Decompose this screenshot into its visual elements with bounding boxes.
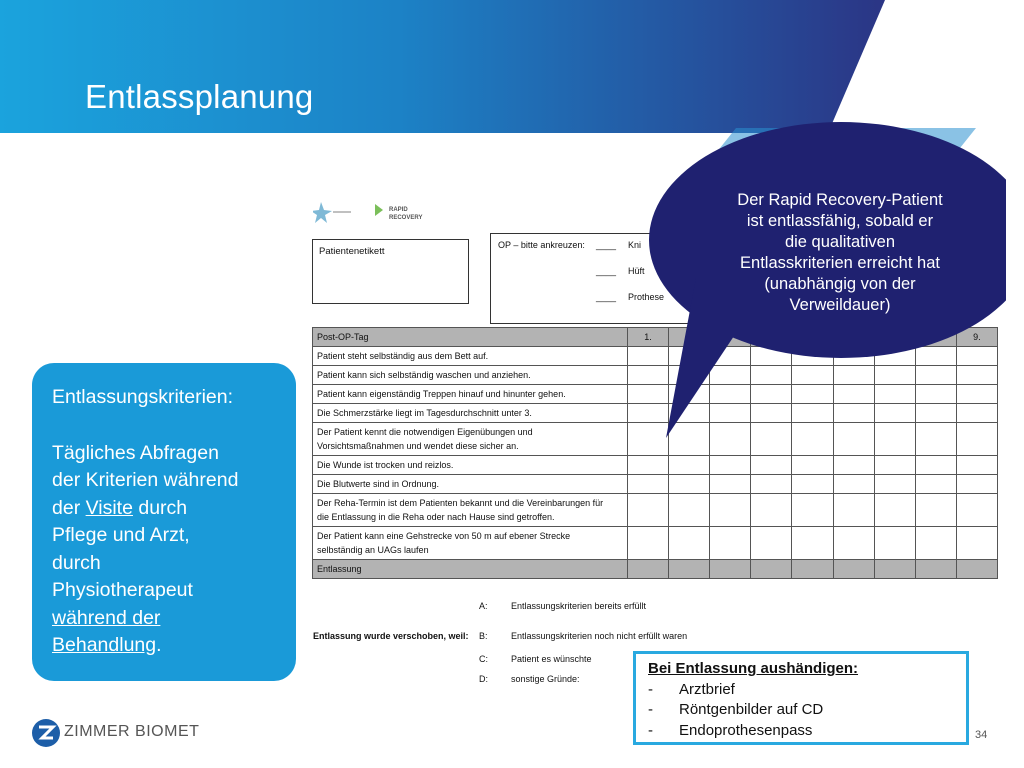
op-option: Hüft: [628, 266, 645, 276]
legend-text: sonstige Gründe:: [511, 674, 580, 684]
criteria-line: Pflege und Arzt,: [52, 524, 190, 546]
legend-key: D:: [479, 674, 488, 684]
handout-heading: Bei Entlassung aushändigen:: [648, 660, 859, 677]
brand-name: ZIMMER BIOMET: [64, 723, 200, 740]
legend-key: C:: [479, 654, 488, 664]
op-blank: ____: [596, 240, 617, 250]
legend-key: A:: [479, 601, 488, 611]
criteria-line: während der: [52, 606, 161, 629]
zimmer-biomet-logo-icon: [30, 717, 64, 749]
table-row: Patient steht selbständig aus dem Bett auf.: [313, 347, 998, 366]
criteria-line: durch: [52, 551, 101, 574]
day-cell: 9.: [956, 328, 997, 347]
criteria-heading: Entlassungskriterien:: [52, 386, 234, 408]
legend-key: B:: [479, 631, 488, 641]
op-blank: ____: [596, 266, 617, 276]
op-option: Kni: [628, 240, 642, 250]
header-band: [0, 0, 1024, 133]
op-option: Prothese: [628, 292, 665, 302]
criteria-line: Physiotherapeut: [52, 579, 193, 601]
list-item: - Endoprothesenpass: [648, 721, 813, 739]
legend-text: Entlassungskriterien noch nicht erfüllt waren: [511, 631, 688, 641]
handout-box: [633, 651, 969, 745]
legend-text: Entlassungskriterien bereits erfüllt: [511, 601, 647, 611]
criteria-line: der Visite durch: [52, 496, 188, 519]
legend-text: Patient es wünschte: [511, 654, 592, 664]
document-logos: [313, 200, 443, 231]
day-cell: 1.: [628, 328, 669, 347]
criteria-info-box: [32, 363, 296, 681]
list-item: - Arztbrief: [648, 680, 735, 698]
table-final-row: Entlassung: [313, 560, 998, 579]
op-blank: ____: [596, 292, 617, 302]
table-row: Die Schmerzstärke liegt im Tagesdurchschnitt unter 3.: [313, 404, 998, 423]
logo-text: RECOVERY: [389, 215, 423, 221]
rapid-recovery-logo-icon: [375, 204, 383, 216]
table-header-cell: Post-OP-Tag: [313, 328, 628, 347]
table-row: Die Wunde ist trocken und reizlos.: [313, 456, 998, 475]
visite-link: Visite: [85, 496, 133, 519]
op-label: OP – bitte ankreuzen:: [498, 240, 585, 250]
patient-label-box: Patientenetikett: [312, 239, 469, 304]
table-row: Patient kann eigenständig Treppen hinauf und hinunter gehen.: [313, 385, 998, 404]
criteria-line: Tägliches Abfragen: [52, 441, 219, 464]
page-title: Entlassplanung: [85, 78, 314, 115]
legend-left-label: Entlassung wurde verschoben, weil:: [313, 631, 469, 641]
criteria-line: Behandlung.: [52, 634, 162, 656]
table-row: Der Reha-Termin ist dem Patienten bekannt und die Vereinbarungen für die Entlassung in die Reha oder nach Hause sind getroffen.: [313, 494, 998, 527]
list-item: - Röntgenbilder auf CD: [648, 701, 824, 718]
logo-text: RAPID: [389, 207, 408, 213]
star-logo-icon: [313, 200, 443, 226]
table-row: Patient kann sich selbständig waschen und anziehen.: [313, 366, 998, 385]
criteria-line: der Kriterien während: [52, 469, 239, 491]
table-row: Der Patient kennt die notwendigen Eigenübungen und Vorsichtsmaßnahmen und wendet diese sicher an.: [313, 423, 998, 456]
table-row: Der Patient kann eine Gehstrecke von 50 m auf ebener Strecke selbständig an UAGs laufen: [313, 527, 998, 560]
page-number: 34: [975, 729, 988, 741]
table-row: Die Blutwerte sind in Ordnung.: [313, 475, 998, 494]
bubble-text: Der Rapid Recovery-Patient ist entlassfähig, sobald er die qualitativen Entlasskriterien erreicht hat (unabhängig von der Verweildauer): [737, 191, 943, 314]
